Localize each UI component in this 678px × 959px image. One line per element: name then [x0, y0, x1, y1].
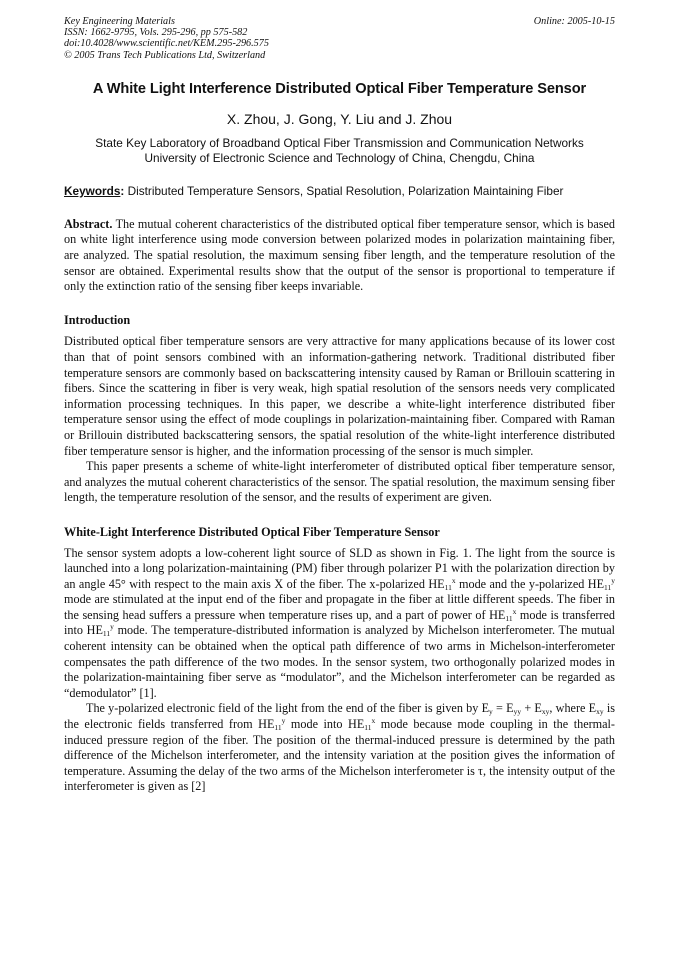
- journal-header: [64, 16, 615, 61]
- intro-paragraph-2: This paper presents a scheme of white-light interferometer of distributed optical fiber temperature sensor, and analyzes the mutual coherent characteristics of the sensor. The spatial resolution, the maximum sensing fiber length, the temperature resolution of the sensor, and the results of experiment are given.: [64, 459, 615, 505]
- abstract: [64, 217, 615, 295]
- math-exy: $E_{xy}$: [588, 701, 604, 717]
- math-he11y: $HE_{11}^y$: [86, 622, 114, 639]
- intro-paragraph-1: Distributed optical fiber temperature sensors are very attractive for many applications because of its lower cost than that of point sensors combined with an information-gathering network. Traditional distributed fiber temperature sensors are commonly based on backscattering intensity caused by Raman or Brillouin scattering in fibers. Since the scattering in fiber is very weak, high spatial resolution of the sensors needs very complicated information processing techniques. In this paper, we describe a white-light interference distributed fiber temperature sensor using the effect of mode couplings in polarization-maintaining fiber. Compared with Raman or Brillouin distributed backscattering sensors, the spatial resolution of the white-light interference distributed fiber temperature sensor is higher, and the information processing of the sensor is much simpler.: [64, 334, 615, 458]
- journal-name: Key Engineering Materials: [64, 16, 175, 27]
- doi-line: doi:10.4028/www.scientific.net/KEM.295-296.575: [64, 38, 269, 50]
- paper-title: A White Light Interference Distributed Optical Fiber Temperature Sensor: [92, 80, 587, 97]
- affiliation: [64, 136, 615, 166]
- affiliation-line-1: State Key Laboratory of Broadband Optical Fiber Transmission and Communication Networks: [95, 135, 584, 150]
- copyright-line: © 2005 Trans Tech Publications Ltd, Switzerland: [64, 49, 266, 61]
- section-heading-introduction: Introduction: [64, 312, 131, 327]
- abstract-text: The mutual coherent characteristics of the distributed optical fiber temperature sensor, which is based on white light interference using mode conversion between polarized modes in polarization maintaining fiber, are analyzed. The spatial resolution, the maximum sensing fiber length, and the temperature resolution of the sensor are obtained. Experimental results show that the output of the sensor is proportional to temperature if only the extinction ratio of the sensing fiber keeps invariable.: [64, 216, 615, 294]
- math-he11x: $HE_{11}^x$: [489, 606, 517, 623]
- sensor-paragraph-1: The sensor system adopts a low-coherent light source of SLD as shown in Fig. 1. The light from the source is launched into a long polarization-maintaining (PM) fiber through polarizer P1 with the polarization direction by an angle 45° with respect to the main axis X of the fiber. The x-polarized $HE_{11}^x$ mode and the y-polarized $HE_{11}^y$ mode are stimulated at the input end of the fiber and propagate in the fiber at little different speeds. The fiber in the sensing head suffers a pressure when temperature rises up, and a part of power of $HE_{11}^x$ mode is transferred into $HE_{11}^y$ mode. The temperature-distributed information is analyzed by Michelson interferometer. The mutual coherent intensity can be obtained when the optical path difference of two arms in Michelson-interferometer compensates the path difference of the two modes. In the sensor system, two orthogonally polarized modes in the polarization-maintaining fiber serve as “modulator”, and the Michelson interferometer can be regarded as “demodulator” [1].: [64, 545, 615, 700]
- issn-line: ISSN: 1662-9795, Vols. 295-296, pp 575-582: [64, 27, 248, 39]
- authors: X. Zhou, J. Gong, Y. Liu and J. Zhou: [226, 110, 453, 127]
- math-he11x: $HE_{11}^x$: [348, 716, 376, 733]
- math-he11y: $HE_{11}^y$: [258, 716, 286, 733]
- online-date: Online: 2005-10-15: [533, 16, 615, 27]
- sensor-paragraph-2: The y-polarized electronic field of the light from the end of the fiber is given by $E_y = E_{yy} + E_{xy}$, where $E_{xy}$ is the electronic fields transferred from $HE_{11}^y$ mode into $HE_{11}^x$ mode because mode coupling in the thermal-induced pressure region of the fiber. The position of the thermal-induced pressure is determined by the path difference of the Michelson interferometer, and the intensity variation at the position gives the information of temperature. Assuming the delay of the two arms of the Michelson interferometer is τ, the intensity output of the interferometer is given as [2]: [64, 701, 615, 794]
- math-ey-equation: $E_y = E_{yy} + E_{xy}$: [481, 701, 550, 717]
- abstract-label: Abstract.: [64, 216, 113, 231]
- keywords: Keywords: Distributed Temperature Sensors, Spatial Resolution, Polarization Maintaining Fiber: [64, 183, 564, 198]
- affiliation-line-2: University of Electronic Science and Technology of China, Chengdu, China: [144, 150, 535, 165]
- paper-page: [64, 16, 615, 795]
- section-heading-sensor: White-Light Interference Distributed Optical Fiber Temperature Sensor: [64, 524, 440, 539]
- math-he11y: $HE_{11}^y$: [587, 575, 615, 592]
- math-he11x: $HE_{11}^x$: [428, 575, 456, 592]
- keywords-text: Distributed Temperature Sensors, Spatial Resolution, Polarization Maintaining Fiber: [127, 183, 564, 198]
- keywords-label: Keywords: [64, 183, 121, 198]
